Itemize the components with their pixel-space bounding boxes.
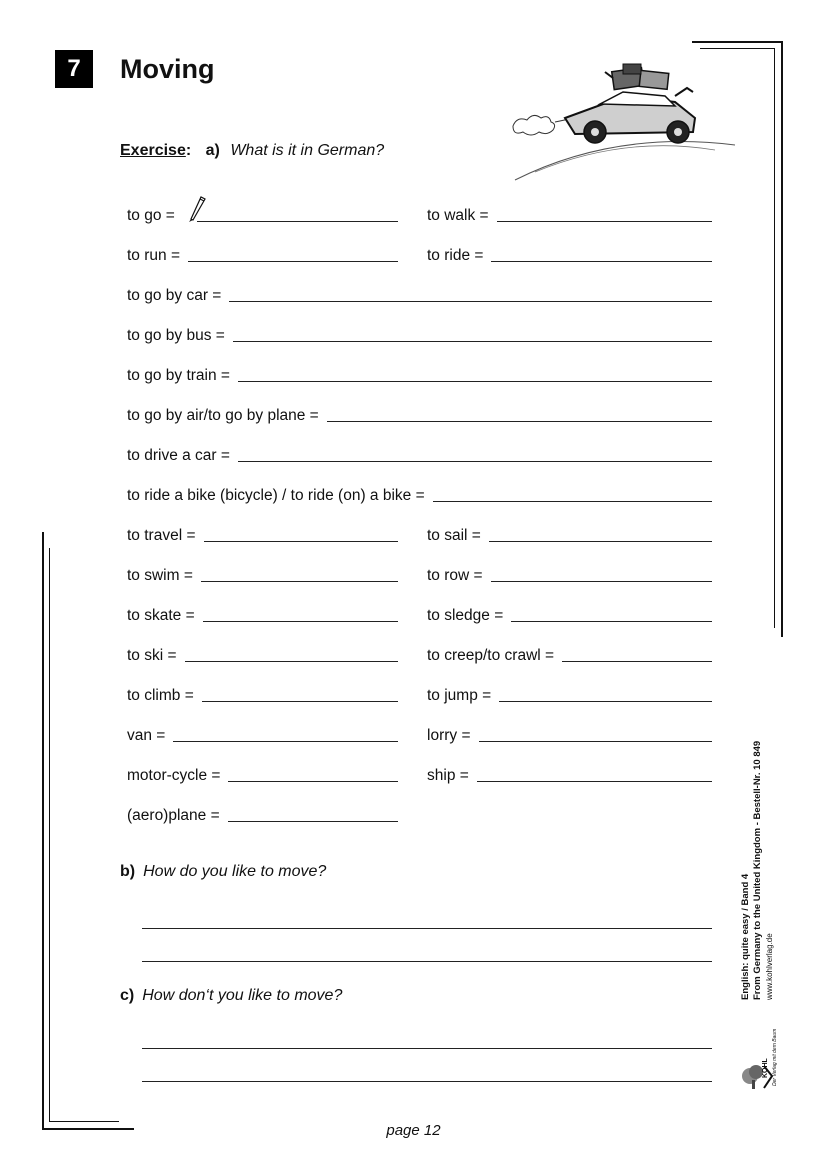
part-a-question: What is it in German?: [230, 142, 385, 159]
car-illustration: [505, 60, 740, 182]
vocab-label: to sledge =: [427, 607, 504, 624]
vocab-label: to ride =: [427, 247, 484, 264]
frame-right-line-inner: [774, 48, 775, 628]
exercise-colon: :: [185, 142, 192, 159]
answer-blank[interactable]: [511, 620, 712, 622]
vocab-item-to-go-by-car: [127, 281, 712, 305]
vocab-item-to-creep: [427, 641, 712, 665]
exercise-label: Exercise: [120, 142, 186, 159]
answer-blank[interactable]: [228, 780, 398, 782]
vocab-label: van =: [127, 727, 166, 744]
answer-blank[interactable]: [203, 620, 398, 622]
vocab-item-to-row: [427, 561, 712, 585]
vocab-item-to-ride: [427, 241, 712, 265]
part-b-label: b): [120, 863, 136, 880]
vocab-item-to-swim: [127, 561, 398, 585]
answer-blank[interactable]: [477, 780, 712, 782]
answer-blank[interactable]: [202, 700, 398, 702]
vocab-label: to walk =: [427, 207, 489, 224]
page-title: Moving: [120, 54, 215, 84]
vocab-label: lorry =: [427, 727, 471, 744]
part-b-answer-line-1[interactable]: [142, 928, 712, 929]
publisher-tagline: Der Verlag mit dem Baum: [772, 1028, 778, 1086]
vocab-label: to go by air/to go by plane =: [127, 407, 319, 424]
side-publication-info: [740, 680, 800, 1000]
frame-right-line: [781, 41, 783, 637]
vocab-item-to-go-by-bus: [127, 321, 712, 345]
page-number: page 12: [386, 1122, 441, 1139]
part-c-question: How don‘t you like to move?: [142, 987, 343, 1004]
answer-blank[interactable]: [185, 660, 398, 662]
vocab-label: to row =: [427, 567, 483, 584]
vocab-item-to-travel: [127, 521, 398, 545]
answer-blank[interactable]: [491, 580, 712, 582]
vocab-item-to-walk: [427, 201, 712, 225]
vocab-item-to-drive-a-car: [127, 441, 712, 465]
vocab-label: to ski =: [127, 647, 177, 664]
frame-left-line: [42, 532, 44, 1130]
part-c-question-row: [120, 987, 342, 1005]
answer-blank[interactable]: [204, 540, 399, 542]
vocab-item-to-go-by-air: [127, 401, 712, 425]
answer-blank[interactable]: [238, 380, 712, 382]
vocab-item-to-go: [127, 201, 398, 225]
answer-blank[interactable]: [433, 500, 712, 502]
answer-blank[interactable]: [201, 580, 398, 582]
vocab-label: motor-cycle =: [127, 767, 221, 784]
answer-blank[interactable]: [491, 260, 712, 262]
publisher-name: KOHL: [762, 1058, 769, 1078]
vocab-item-ship: [427, 761, 712, 785]
vocab-label: to go by car =: [127, 287, 222, 304]
answer-blank[interactable]: [499, 700, 712, 702]
answer-blank[interactable]: [497, 220, 712, 222]
part-c-answer-line-1[interactable]: [142, 1048, 712, 1049]
vocab-item-to-run: [127, 241, 398, 265]
answer-blank[interactable]: [562, 660, 712, 662]
vocab-item-to-sledge: [427, 601, 712, 625]
vocab-item-to-go-by-train: [127, 361, 712, 385]
vocab-item-to-ski: [127, 641, 398, 665]
exercise-heading: [120, 142, 384, 160]
answer-blank[interactable]: [327, 420, 712, 422]
vocab-label: to skate =: [127, 607, 195, 624]
answer-blank[interactable]: [173, 740, 398, 742]
vocab-label: to ride a bike (bicycle) / to ride (on) a bike =: [127, 487, 425, 504]
part-b-answer-line-2[interactable]: [142, 961, 712, 962]
vocab-label: to creep/to crawl =: [427, 647, 555, 664]
vocab-item-motor-cycle: [127, 761, 398, 785]
answer-blank[interactable]: [197, 220, 398, 222]
pencil-icon: [187, 193, 207, 223]
part-b-question: How do you like to move?: [143, 863, 327, 880]
side-line-2: From Germany to the United Kingdom - Bestell-Nr. 10 849: [752, 740, 763, 1000]
vocab-label: to swim =: [127, 567, 193, 584]
answer-blank[interactable]: [479, 740, 713, 742]
vocab-item-to-ride-a-bike: [127, 481, 712, 505]
vocab-label: ship =: [427, 767, 469, 784]
vocab-label: to go by train =: [127, 367, 230, 384]
frame-top-line-inner: [700, 48, 775, 49]
chapter-number: 7: [67, 55, 81, 82]
vocab-label: to travel =: [127, 527, 196, 544]
vocab-item-to-jump: [427, 681, 712, 705]
vocab-label: (aero)plane =: [127, 807, 220, 824]
vocab-item-van: [127, 721, 398, 745]
vocab-item-aeroplane: [127, 801, 398, 825]
vocab-item-to-climb: [127, 681, 398, 705]
part-c-answer-line-2[interactable]: [142, 1081, 712, 1082]
answer-blank[interactable]: [489, 540, 712, 542]
part-b-question-row: [120, 863, 326, 881]
part-a-label: a): [205, 142, 220, 159]
vocab-item-to-skate: [127, 601, 398, 625]
answer-blank[interactable]: [233, 340, 712, 342]
vocab-label: to sail =: [427, 527, 481, 544]
frame-top-line: [692, 41, 783, 43]
answer-blank[interactable]: [188, 260, 398, 262]
vocab-label: to run =: [127, 247, 180, 264]
vocab-label: to drive a car =: [127, 447, 230, 464]
answer-blank[interactable]: [229, 300, 712, 302]
answer-blank[interactable]: [238, 460, 712, 462]
side-line-1: English: quite easy / Band 4: [740, 873, 751, 1000]
vocab-label: to climb =: [127, 687, 194, 704]
vocab-item-lorry: [427, 721, 712, 745]
part-c-label: c): [120, 987, 135, 1004]
chapter-number-box: [55, 50, 93, 88]
vocab-label: to go =: [127, 207, 175, 224]
vocab-label: to jump =: [427, 687, 492, 704]
vocab-label: to go by bus =: [127, 327, 225, 344]
frame-left-line-inner: [49, 548, 50, 1121]
side-publisher-url: www.kohlverlag.de: [765, 933, 774, 1000]
answer-blank[interactable]: [228, 820, 398, 822]
vocab-item-to-sail: [427, 521, 712, 545]
